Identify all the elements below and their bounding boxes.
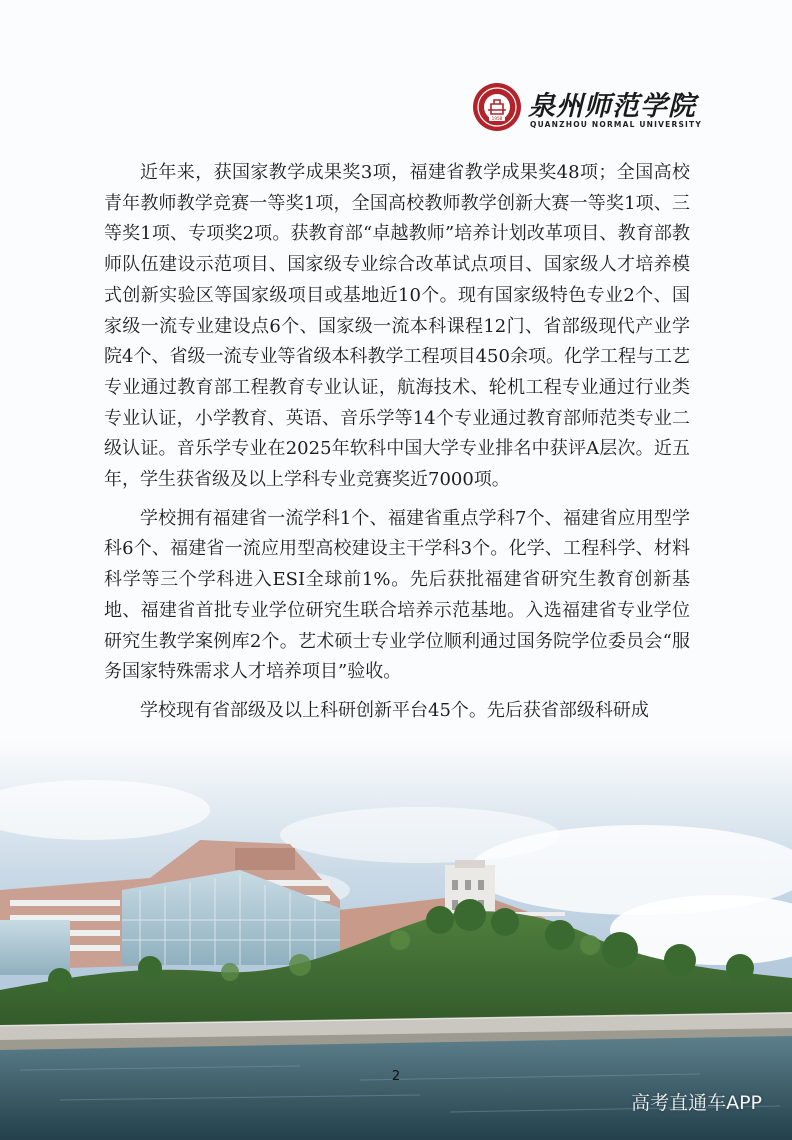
page-number: 2 bbox=[391, 1069, 401, 1084]
paragraph-research-platforms: 学校现有省部级及以上科研创新平台45个。先后获省部级科研成 bbox=[140, 699, 649, 721]
paragraph-disciplines: 学校拥有福建省一流学科1个、福建省重点学科7个、福建省应用型学科6个、福建省一流应用型高校建设主干学科3个。化学、工程科学、材料科学等三个学科进入ESI全球前1%。先后获批福建省研究生教育创新基地、福建省首批专业学位研究生联合培养示范基地。入选福建省专业学位研究生教学案例库2个。艺术硕士专业学位顺利通过国务院学位委员会“服务国家特殊需求人才培养项目”验收。 bbox=[104, 507, 690, 683]
university-name-cn: 泉州师范学院 bbox=[528, 91, 696, 122]
seal-year: 1958 bbox=[491, 116, 503, 121]
university-logo bbox=[472, 82, 702, 134]
university-name-en: QUANZHOU NORMAL UNIVERSITY bbox=[530, 120, 702, 129]
paragraph-teaching-awards: 近年来，获国家教学成果奖3项，福建省教学成果奖48项；全国高校青年教师教学竞赛一等奖1项，全国高校教师教学创新大赛一等奖1项、三等奖1项、专项奖2项。获教育部“卓越教师”培养计划改革项目、教育部教师队伍建设示范项目、国家级专业综合改革试点项目、国家级人才培养模式创新实验区等国家级项目或基地近10个。现有国家级特色专业2个、国家级一流专业建设点6个、国家级一流本科课程12门、省部级现代产业学院4个、省级一流专业等省级本科教学工程项目450余项。化学工程与工艺专业通过教育部工程教育专业认证，航海技术、轮机工程专业通过行业类专业认证，小学教育、英语、音乐学等14个专业通过教育部师范类专业二级认证。音乐学专业在2025年软科中国大学专业排名中获评A层次。近五年，学生获省级及以上学科专业竞赛奖近7000项。 bbox=[104, 162, 690, 491]
body-text bbox=[104, 158, 690, 735]
app-watermark: 高考直通车APP bbox=[631, 1092, 762, 1114]
university-seal-icon bbox=[472, 82, 522, 132]
